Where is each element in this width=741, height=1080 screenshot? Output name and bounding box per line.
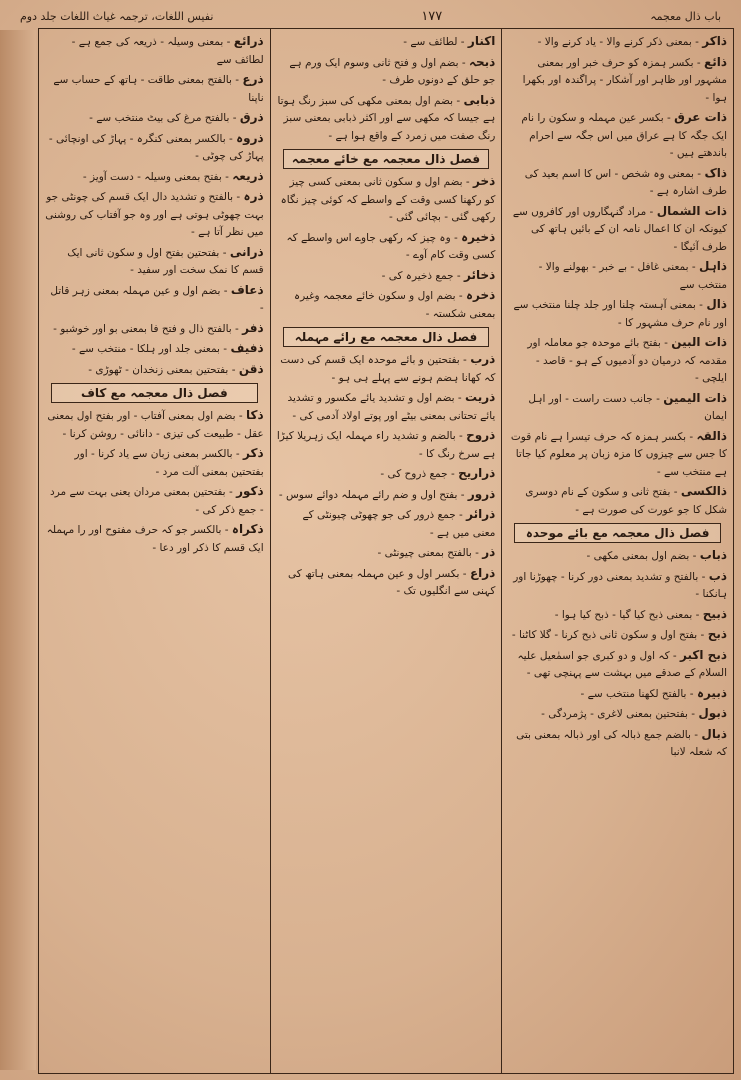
entry-definition: - بضم اول بمعنی آفتاب - اور بفتح اول بمعنی عقل - طبیعت کی تیزی - دانائی - روشن کرنا -: [47, 410, 264, 440]
entry-headword: ذخائر: [464, 267, 496, 282]
entry-headword: ذبال: [701, 726, 727, 741]
header-left-title: نفیس اللغات، ترجمہ غیاث اللغات جلد دوم: [20, 9, 214, 23]
dictionary-entry: [45, 320, 264, 339]
column-left: [39, 29, 270, 1073]
entry-definition: - بالکسر بمعنی کنگرہ - پہاڑ کی اونچائی - پہاڑ کی چوٹی -: [48, 132, 264, 162]
entry-definition: - بضم اول و سکون خائے معجمہ وغیرہ بمعنی شکستہ -: [293, 290, 496, 320]
dictionary-entry: [277, 229, 496, 265]
entry-headword: ذرانی: [229, 244, 264, 259]
entry-headword: ذخرہ: [466, 288, 496, 302]
entry-headword: ذاکر: [702, 34, 727, 48]
entry-definition: - بفتحتین بمعنی مردان یعنی بہت سے مرد - جمع ذکر کی -: [50, 486, 264, 516]
entry-definition: - مراد گنہگاروں اور کافروں سے کیونکہ ان کا اعمال نامہ ان کے بائیں ہاتھ کی طرف آئیگا -: [512, 205, 727, 253]
entry-headword: ذقن: [238, 361, 264, 376]
entry-definition: - بالکسر بمعنی زبان سے یاد کرنا - اور بفتحتین بمعنی آلت مرد -: [74, 448, 264, 478]
entry-headword: اکنار: [467, 34, 496, 48]
dictionary-entry: [508, 606, 727, 625]
entry-headword: ذالکسی: [680, 484, 727, 498]
dictionary-entry: [277, 267, 496, 286]
entry-definition: - بالفتح بمعنی چیونٹی -: [377, 547, 483, 559]
entry-headword: ذریت: [465, 390, 496, 404]
entry-headword: ذعاف: [230, 282, 264, 297]
entry-headword: ذبیح: [702, 606, 727, 621]
dictionary-entry: [45, 361, 264, 380]
dictionary-entry: [508, 165, 727, 201]
dictionary-entry: [45, 130, 264, 166]
entry-definition: - بکسر اول و عین مہملہ بمعنی ہاتھ کی کہنی سے انگلیوں تک -: [288, 567, 496, 597]
header-right-title: باب ذال معجمہ: [650, 9, 721, 23]
dictionary-entry: [508, 258, 727, 294]
dictionary-entry: [277, 544, 496, 563]
dictionary-entry: [508, 685, 727, 704]
dictionary-entry: [277, 465, 496, 484]
dictionary-entry: [277, 506, 496, 542]
dictionary-entry: [508, 33, 727, 52]
entry-headword: ذبیرہ: [696, 685, 727, 700]
entry-headword: ذاہل: [698, 259, 727, 273]
dictionary-entry: [277, 173, 496, 227]
entry-definition: - بفتح بمعنی وسیلہ - دست آویز -: [82, 170, 233, 183]
entry-definition: - جانب دست راست - اور اہل ایمان: [528, 392, 727, 422]
entry-definition: - بالفتح و تشدید دال ایک قسم کی چونٹی جو بہت چھوٹی ہوتی ہے اور وہ جو آفتاب کی روشنی میں نظر آتا ہے -: [45, 191, 264, 238]
entry-headword: ذبح اکبر: [680, 647, 727, 662]
dictionary-entry: [45, 33, 264, 69]
entry-definition: - بضم اول و عین مہملہ بمعنی زہر قاتل -: [50, 284, 264, 314]
section-heading: فصل ذال معجمہ مع کاف: [51, 383, 258, 403]
section-heading: فصل ذال معجمہ مع خائے معجمہ: [283, 149, 490, 169]
dictionary-entry: [508, 109, 727, 163]
column-middle: [270, 29, 502, 1073]
entry-definition: - بکسر ہمزہ کو حرف خبر اور بمعنی مشہور اور ظاہر اور آشکار - پراگندہ اور بکھرا ہوا -: [522, 56, 727, 104]
dictionary-entry: [508, 705, 727, 724]
entry-definition: - لطائف سے -: [403, 36, 468, 48]
dictionary-entry: [45, 168, 264, 187]
dictionary-entry: [508, 483, 727, 519]
dictionary-entry: [508, 568, 727, 604]
dictionary-entry: [277, 287, 496, 323]
dictionary-entry: [45, 244, 264, 280]
entry-definition: - بفتحتین بمعنی زنخدان - ٹھوڑی -: [88, 363, 239, 376]
dictionary-entry: [277, 351, 496, 387]
entry-definition: - بالفتح مرغ کی بیٹ منتخب سے -: [89, 112, 240, 124]
entry-headword: ذروہ: [236, 130, 264, 145]
entry-definition: - بفتحتین و بائے موحدہ ایک قسم کی دست کہ کھانا ہضم ہونے سے پہلے ہی ہو -: [280, 354, 496, 384]
dictionary-entry: [277, 33, 496, 52]
entry-definition: - بفتحتین بمعنی لاغری - پژمردگی -: [541, 708, 699, 720]
entry-headword: ذب: [708, 568, 727, 583]
entry-headword: ذفیف: [230, 341, 264, 355]
entry-headword: ذریعہ: [232, 168, 264, 183]
entry-definition: - بالفتح ذال و فتح فا بمعنی بو اور خوشبو -: [53, 322, 243, 335]
entry-headword: ذات الشمال: [656, 203, 727, 218]
entry-definition: - جمع ذروح کی -: [380, 468, 459, 480]
entry-definition: - جمع ذرور کی جو چھوٹی چیونٹی کے معنی میں ہے -: [302, 509, 496, 539]
entry-headword: ذراع: [469, 565, 496, 580]
entry-definition: - بفتح اول و سکون ثانی ذبح کرنا - گلا کاٹنا -: [511, 629, 708, 641]
dictionary-entry: [508, 203, 727, 257]
entry-definition: - بمعنی غافل - بے خبر - بھولنے والا - منتخب سے: [538, 261, 727, 291]
entry-definition: - بمعنی وسیلہ - ذریعہ کی جمع ہے - لطائف سے: [71, 36, 264, 66]
entry-headword: ذروح: [466, 428, 496, 442]
entry-headword: ذرہ: [243, 189, 264, 203]
entry-definition: - کہ اول و دو کبری جو اسمٰعیل علیہ السلام کے صدقے میں بہشت سے پہنچی تھی -: [517, 649, 727, 679]
entry-definition: - بالضم جمع ذبالہ کی اور ذبالہ بمعنی بتی کہ شعلہ لانبا: [516, 728, 727, 758]
entry-headword: ذکراہ: [231, 522, 264, 536]
entry-headword: ذکا: [246, 408, 264, 422]
entry-headword: ذر: [482, 545, 496, 559]
entry-headword: ذباب: [699, 548, 727, 562]
dictionary-entry: [508, 647, 727, 683]
dictionary-entry: [508, 726, 727, 762]
dictionary-entry: [45, 282, 264, 318]
entry-definition: - بمعنی ذکر کرنے والا - یاد کرنے والا -: [537, 36, 703, 48]
dictionary-entry: [277, 54, 496, 90]
entry-headword: ذفر: [242, 320, 264, 335]
dictionary-entry: [277, 565, 496, 601]
dictionary-entry: [45, 407, 264, 443]
column-right: [501, 29, 733, 1073]
entry-headword: ذکر: [243, 446, 264, 460]
entry-definition: - بمعنی ذبح کیا گیا - ذبح کیا ہوا -: [554, 608, 703, 621]
entry-definition: - بمعنی آہستہ چلنا اور جلد چلنا منتخب سے اور نام حرف مشہور کا -: [513, 299, 727, 329]
entry-definition: - بالضم و تشدید راء مہملہ ایک زہریلا کیڑا ہے سرخ رنگ کا -: [276, 430, 496, 460]
dictionary-entry: [277, 389, 496, 425]
dictionary-entry: [45, 483, 264, 519]
entry-headword: ذراریح: [458, 466, 496, 480]
dictionary-entry: [45, 188, 264, 242]
entry-headword: ذرب: [470, 352, 496, 366]
entry-headword: ذخر: [473, 174, 496, 188]
entry-definition: - بضم اول بمعنی مکھی -: [586, 550, 700, 562]
entry-headword: ذرائر: [466, 507, 496, 521]
dictionary-entry: [508, 428, 727, 482]
entry-definition: - وہ چیز کہ رکھی جاوے اس واسطے کہ کسی وقت کام آوے -: [286, 231, 496, 261]
entry-definition: - بضم اول و سکون ثانی بمعنی کسی چیز کو رکھنا کسی وقت کے واسطے کہ کوئی چیز نگاہ رکھی گئی - بچائی گئی -: [280, 176, 496, 223]
entry-definition: - بفتح بائے موحدہ جو معاملہ اور مقدمہ کہ درمیان دو آدمیوں کے ہو - قاصد - ایلچی -: [527, 337, 727, 384]
entry-headword: ذرائع: [233, 34, 264, 48]
entry-definition: - بمعنی جلد اور ہلکا - منتخب سے -: [71, 343, 231, 355]
dictionary-entry: [45, 521, 264, 557]
entry-headword: ذبحہ: [468, 54, 496, 69]
dictionary-entry: [277, 92, 496, 146]
entry-headword: ذال: [706, 297, 727, 311]
entry-definition: - بالفتح لکھنا منتخب سے -: [580, 687, 697, 700]
entry-definition: - بمعنی وہ شخص - اس کا اسم بعید کی طرف اشارہ ہے -: [524, 167, 727, 197]
entry-headword: ذخیرہ: [461, 229, 496, 244]
entry-definition: - بفتحتین بفتح اول و سکون ثانی ایک قسم کا نمک سخت اور سفید -: [67, 246, 264, 276]
dictionary-entry: [508, 547, 727, 566]
entry-headword: ذبح: [707, 627, 727, 641]
entry-definition: - بفتح ثانی و سکون کے نام دوسری شکل کا جو عورت کی صورت ہے -: [525, 486, 727, 516]
entry-definition: - بفتح اول و ضم رائے مہملہ دوائے سوس -: [278, 488, 468, 501]
dictionary-entry: [508, 334, 727, 388]
entry-headword: ذبابی: [463, 92, 496, 107]
dictionary-entry: [508, 54, 727, 108]
text-frame: [38, 28, 734, 1074]
entry-headword: ذرق: [239, 110, 264, 124]
dictionary-entry: [508, 626, 727, 645]
entry-headword: ذات الیمین: [663, 390, 727, 405]
dictionary-entry: [45, 109, 264, 128]
entry-definition: - بضم اول و تشدید یائے مکسور و تشدید یائے تحتانی بمعنی بیٹے اور پوتے اولاد آدمی کی -: [287, 392, 496, 422]
entry-headword: ذبول: [698, 706, 727, 720]
dictionary-entry: [277, 486, 496, 505]
dictionary-entry: [45, 340, 264, 359]
section-heading: فصل ذال معجمہ مع رائے مہملہ: [283, 327, 490, 347]
page-number: ۱۷۷: [421, 8, 443, 24]
entry-headword: ذالقہ: [696, 428, 727, 443]
entry-definition: - بکسر ہمزہ کہ حرف تیسرا ہے نام قوت کا جس سے چیزوں کا مزہ زبان پر معلوم کیا جاتا ہے منتخب سے -: [510, 430, 727, 478]
page-edge-shadow: [0, 30, 36, 1070]
entry-headword: ذرور: [467, 486, 496, 501]
entry-headword: ذائع: [704, 54, 727, 69]
entry-headword: ذرع: [242, 72, 264, 86]
entry-headword: ذات عرق: [674, 110, 727, 124]
dictionary-entry: [45, 71, 264, 107]
section-heading: فصل ذال معجمہ مع بائے موحدہ: [514, 523, 721, 543]
entry-headword: ذاک: [704, 165, 727, 180]
entry-definition: - جمع ذخیرہ کی -: [381, 269, 465, 282]
entry-definition: - بالفتح بمعنی طاقت - ہاتھ کے حساب سے ناپنا: [53, 74, 264, 104]
dictionary-entry: [45, 445, 264, 481]
entry-definition: - بضم اول و فتح ثانی وسوم ایک ورم ہے جو حلق کے دونوں طرف -: [289, 56, 496, 86]
entry-headword: ذکور: [236, 484, 264, 498]
dictionary-entry: [508, 390, 727, 426]
entry-definition: - بالفتح و تشدید بمعنی دور کرنا - چھوڑنا اور ہانکنا -: [513, 570, 727, 600]
entry-definition: - بضم اول بمعنی مکھی کی سبز رنگ ہوتا ہے جیسا کہ مکھی سے اور اکثر ذبابی بمعنی سبز رنگ صفت میں زمرد کے واقع ہوا ہے -: [277, 94, 496, 142]
page-header: [20, 4, 721, 28]
dictionary-entry: [277, 427, 496, 463]
dictionary-entry: [508, 296, 727, 332]
entry-definition: - بکسر عین مہملہ و سکون را نام ایک جگہ کا ہے عراق میں اس جگہ سے احرام باندھتے ہیں -: [521, 112, 727, 159]
entry-definition: - بالکسر جو کہ حرف مفتوح اور را مہملہ ایک قسم کا ذکر اور دعا -: [46, 524, 264, 554]
entry-headword: ذات البین: [671, 335, 727, 349]
